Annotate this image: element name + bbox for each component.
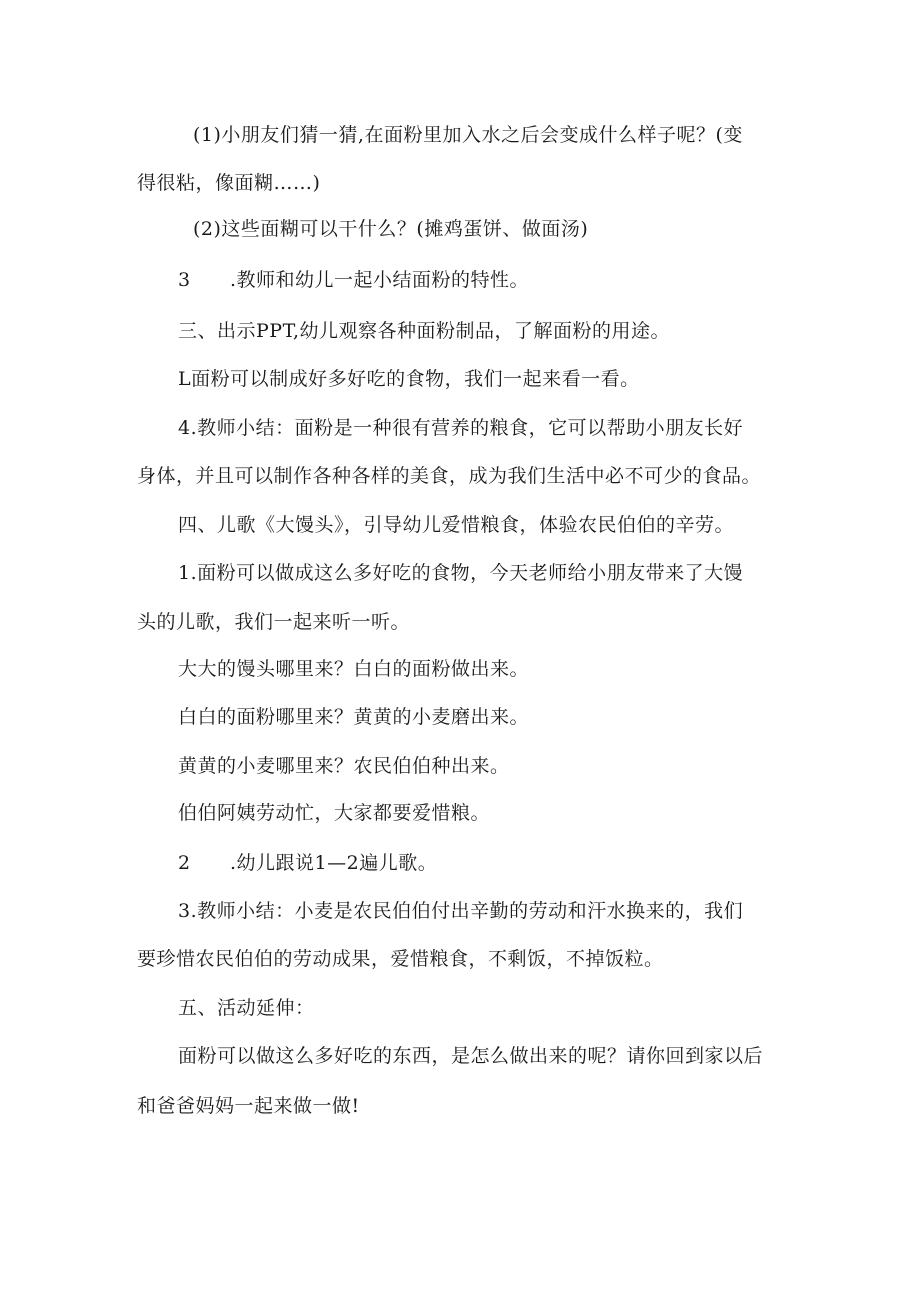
paragraph-line: 身体，并且可以制作各种各样的美食，成为我们生活中必不可少的食品。: [137, 465, 762, 487]
paragraph-line: 3.教师小结：小麦是农民伯伯付出辛勤的劳动和汗水换来的，我们: [178, 900, 744, 922]
paragraph-line: L面粉可以制成好多好吃的食物，我们一起来看一看。: [178, 368, 640, 390]
paragraph-line: .教师和幼儿一起小结面粉的特性。: [230, 269, 530, 291]
paragraph-line: (1)小朋友们猜一猜,在面粉里加入水之后会变成什么样子呢？(变: [193, 124, 743, 146]
section-heading: 五、活动延伸：: [178, 997, 315, 1019]
paragraph-line: 和爸爸妈妈一起来做一做!: [137, 1095, 360, 1117]
paragraph-line: 面粉可以做这么多好吃的东西，是怎么做出来的呢？请你回到家以后: [178, 1045, 764, 1067]
poem-line: 黄黄的小麦哪里来？农民伯伯种出来。: [178, 755, 510, 777]
poem-line: 伯伯阿姨劳动忙，大家都要爱惜粮。: [178, 802, 491, 824]
paragraph-line: 要珍惜农民伯伯的劳动成果，爱惜粮食，不剩饭，不掉饭粒。: [137, 948, 664, 970]
poem-line: 白白的面粉哪里来？黄黄的小麦磨出来。: [178, 706, 530, 728]
paragraph-line: (2)这些面糊可以干什么？(摊鸡蛋饼、做面汤): [193, 218, 589, 240]
paragraph-line: 头的儿歌，我们一起来听一听。: [137, 611, 411, 633]
paragraph-line: 4.教师小结：面粉是一种很有营养的粮食，它可以帮助小朋友长好: [178, 417, 744, 439]
section-heading: 三、出示PPT,幼儿观察各种面粉制品，了解面粉的用途。: [178, 320, 670, 342]
paragraph-line: .幼儿跟说1—2遍儿歌。: [230, 852, 438, 874]
paragraph-line: 1.面粉可以做成这么多好吃的食物，今天老师给小朋友带来了大馒: [178, 562, 744, 584]
list-number: 3: [178, 269, 191, 291]
section-heading: 四、儿歌《大馒头》，引导幼儿爱惜粮食，体验农民伯伯的辛劳。: [178, 514, 735, 536]
poem-line: 大大的馒头哪里来？白白的面粉做出来。: [178, 658, 530, 680]
list-number: 2: [178, 852, 191, 874]
paragraph-line: 得很粘，像面糊……): [137, 172, 321, 194]
